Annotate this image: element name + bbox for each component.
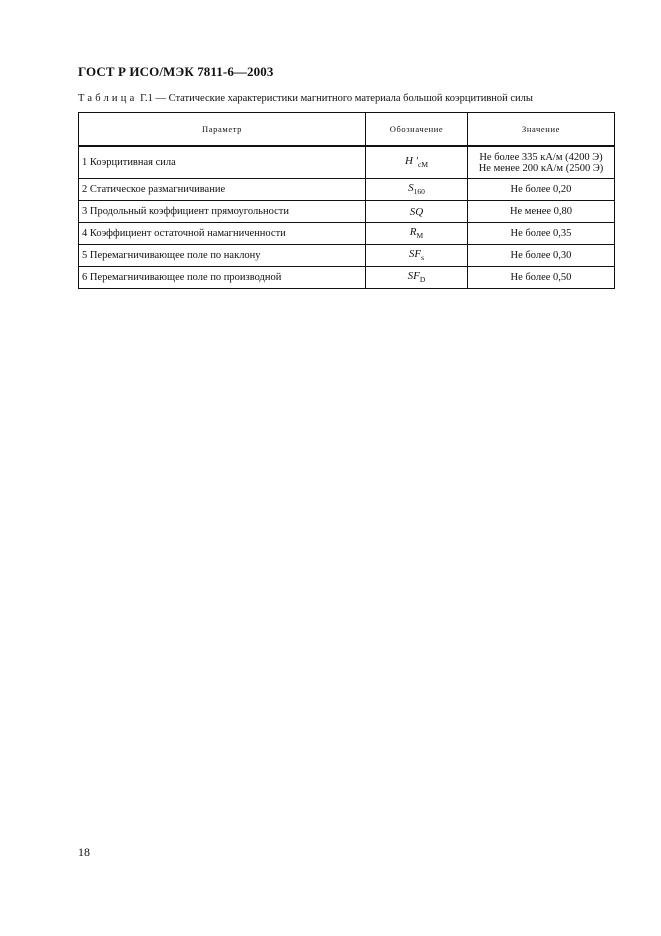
symbol-subscript: s xyxy=(421,253,425,263)
symbol-main: SQ xyxy=(409,205,424,218)
column-header-value: Значение xyxy=(468,113,615,147)
value-cell: Не более 0,35 xyxy=(468,223,615,245)
parameter-cell: 5 Перемагничивающее поле по наклону xyxy=(79,245,366,267)
symbol-main: SF xyxy=(407,270,420,283)
table-caption-label: Таблица xyxy=(78,93,138,104)
symbol-main: H ′ xyxy=(404,155,419,168)
page-number: 18 xyxy=(78,845,90,859)
table-row xyxy=(79,245,615,267)
symbol-subscript: D xyxy=(419,275,426,285)
symbol-cell xyxy=(366,179,468,201)
table-caption-text: — Статические характеристики магнитного материала большой коэрцитивной силы xyxy=(155,93,533,104)
parameter-cell: 2 Статическое размагничивание xyxy=(79,179,366,201)
table-row xyxy=(79,267,615,289)
table-header-row xyxy=(79,113,615,147)
value-line: Не более 335 кА/м (4200 Э) xyxy=(479,151,603,163)
document-header: ГОСТ Р ИСО/МЭК 7811-6—2003 xyxy=(78,64,274,79)
parameter-cell: 3 Продольный коэффициент прямоугольности xyxy=(79,201,366,223)
table-row xyxy=(79,223,615,245)
value-cell: Не более 0,50 xyxy=(468,267,615,289)
value-cell xyxy=(468,146,615,179)
value-cell: Не менее 0,80 xyxy=(468,201,615,223)
symbol-main: R xyxy=(409,226,417,239)
parameter-cell: 6 Перемагничивающее поле по производной xyxy=(79,267,366,289)
symbol-cell xyxy=(366,245,468,267)
table-row xyxy=(79,146,615,179)
symbol-cell xyxy=(366,223,468,245)
symbol-subscript: М xyxy=(416,231,424,241)
symbol-subscript: 160 xyxy=(413,187,425,197)
symbol-main: S xyxy=(408,182,414,195)
column-header-parameter: Параметр xyxy=(79,113,366,147)
table-row xyxy=(79,201,615,223)
symbol-cell xyxy=(366,267,468,289)
column-header-symbol: Обозначение xyxy=(366,113,468,147)
value-line: Не менее 200 кА/м (2500 Э) xyxy=(478,162,604,174)
parameter-cell: 1 Коэрцитивная сила xyxy=(79,146,366,179)
table-row xyxy=(79,179,615,201)
parameter-cell: 4 Коэффициент остаточной намагниченности xyxy=(79,223,366,245)
value-cell: Не более 0,30 xyxy=(468,245,615,267)
symbol-cell xyxy=(366,146,468,179)
symbol-main: SF xyxy=(408,248,422,261)
table-caption-number: Г.1 xyxy=(140,93,153,104)
table-caption xyxy=(78,93,533,104)
parameters-table xyxy=(78,112,615,289)
symbol-subscript: сМ xyxy=(418,160,429,170)
symbol-cell xyxy=(366,201,468,223)
value-cell: Не более 0,20 xyxy=(468,179,615,201)
